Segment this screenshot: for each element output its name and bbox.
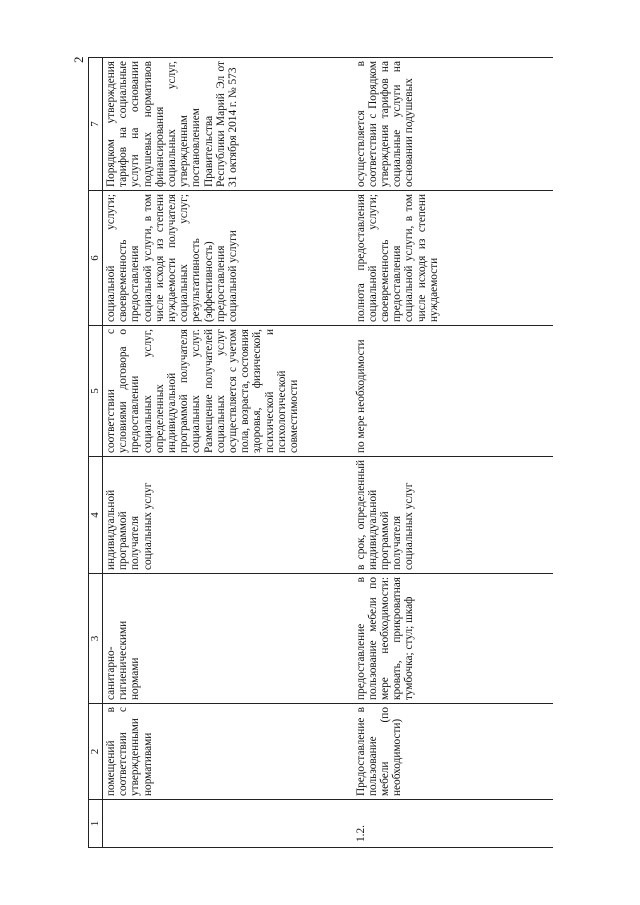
row-number	[103, 800, 353, 848]
column-header: 4	[89, 457, 103, 574]
column-header: 3	[89, 574, 103, 704]
table-row	[353, 58, 553, 848]
table-row	[103, 58, 353, 848]
service-term-cell: индивидуальной программой получателя социальных услуг	[103, 457, 353, 574]
row-number: 1.2.	[353, 800, 553, 848]
page-number: 2	[71, 56, 86, 63]
quality-indicators-cell: социальной услуги; своевременность предоставления социальной услуги, в том числе исходя из степени нуждаемости получателя социальных услуг; результативность (эффективность) предоставления социальной услуги	[103, 191, 353, 326]
column-header: 5	[89, 326, 103, 457]
table-header-row	[89, 58, 103, 848]
social-services-table	[88, 57, 553, 848]
column-header: 6	[89, 191, 103, 326]
tariff-cell: осуществляется в соответствии с Порядком утверждения тарифов на социальные услуги на основании подушевых	[353, 58, 553, 191]
service-description-cell: санитарно-гигиеническими нормами	[103, 574, 353, 704]
service-conditions-cell: соответствии с условиями договора о предоставлении социальных услуг, определенных индивидуальной программой получателя социальных услуг. Размещение получателей социальных услуг осуществляется с учетом пола, возраста, состояния здоровья, физической, психической и психологической совместимости	[103, 326, 353, 457]
service-conditions-cell: по мере необходимости	[353, 326, 553, 457]
column-header: 1	[89, 800, 103, 848]
tariff-cell: Порядком утверждения тарифов на социальные услуги на основании подушевых нормативов финансирования социальных услуг, утвержденным постановлением Правительства Республики Марий Эл от 31 октября 2014 г. № 573	[103, 58, 353, 191]
service-term-cell: в срок, определенный индивидуальной программой получателя социальных услуг	[353, 457, 553, 574]
column-header: 7	[89, 58, 103, 191]
service-name-cell: помещений в соответствии с утвержденными нормативами	[103, 704, 353, 800]
quality-indicators-cell: полнота предоставления социальной услуги; своевременность предоставления социальной услуги, в том числе исходя из степени нуждаемости	[353, 191, 553, 326]
rotated-page-content	[88, 58, 556, 848]
service-description-cell: предоставление в пользование мебели по мере необходимости: кровать, прикроватная тумбочка; стул; шкаф	[353, 574, 553, 704]
column-header: 2	[89, 704, 103, 800]
service-name-cell: Предоставление в пользование мебели (по необходимости)	[353, 704, 553, 800]
